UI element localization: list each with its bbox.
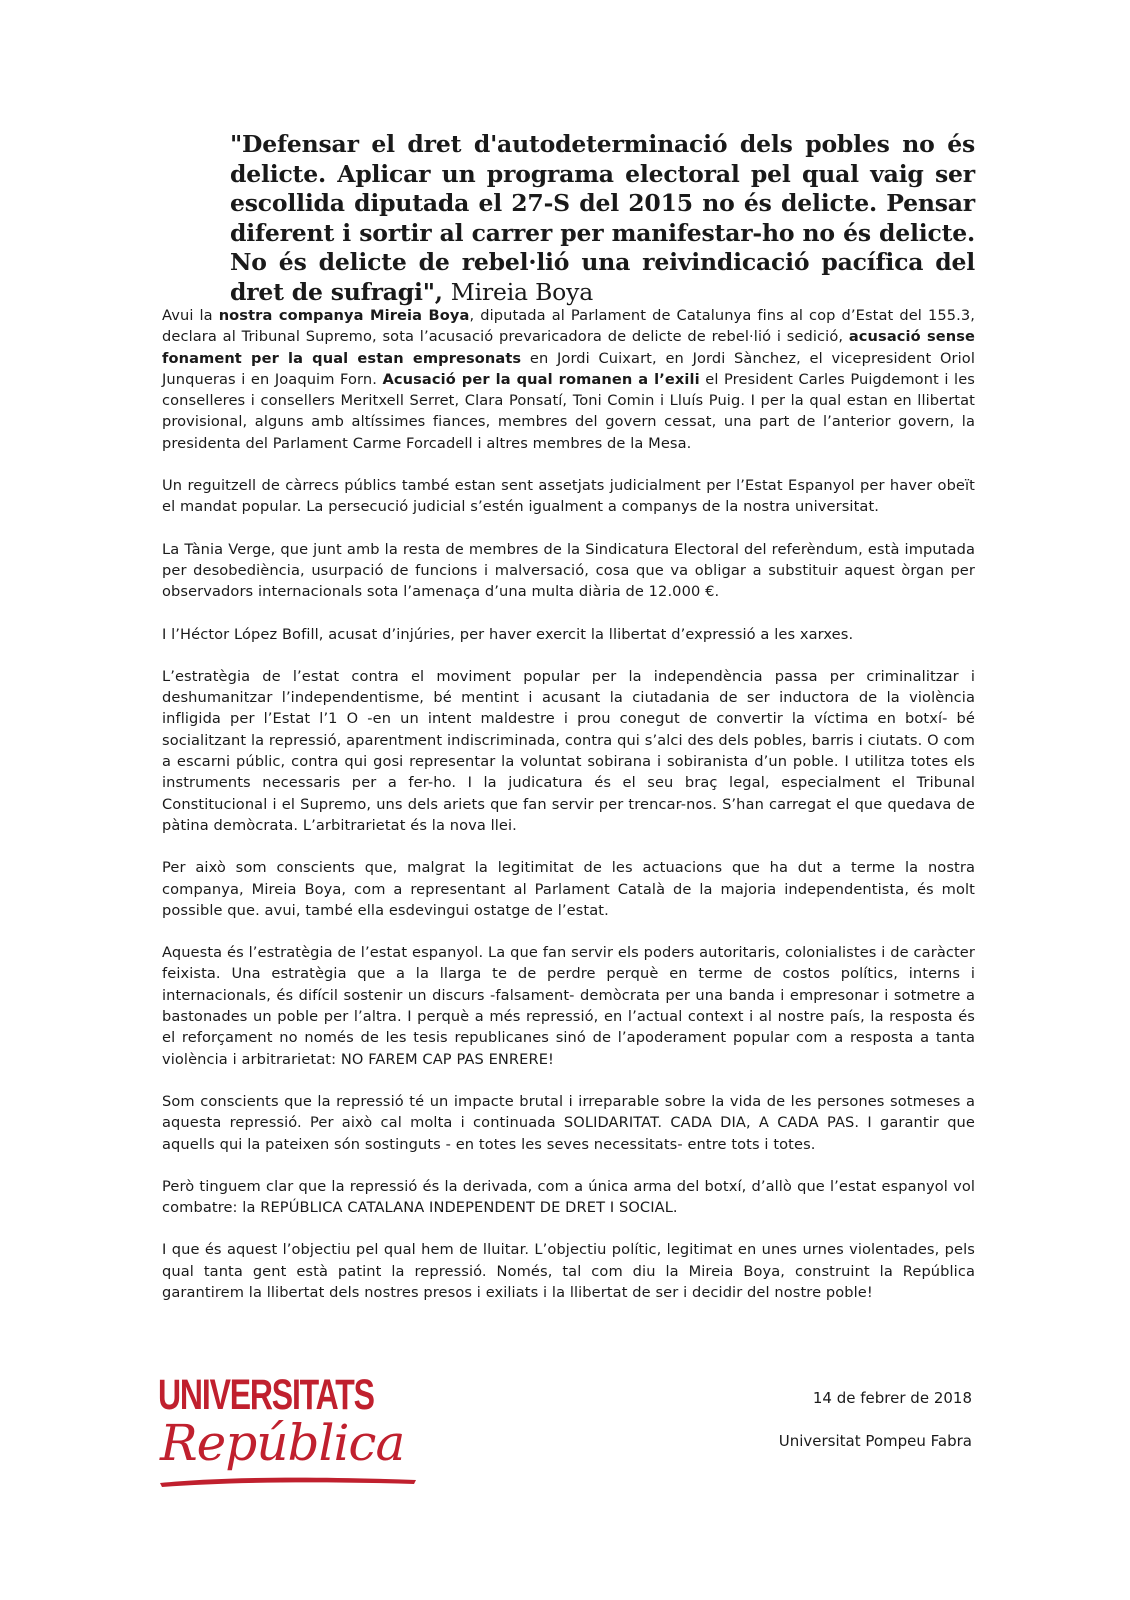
paragraph-3: La Tània Verge, que junt amb la resta de membres de la Sindicatura Electoral del referèndum, està imputada per desobediència, usurpació de funcions i malversació, cosa que va obligar a substituir aquest òrgan per observadors internacionals sota l’amenaça d’una multa diària de 12.000 €. xyxy=(162,540,975,601)
paragraph-8: Som conscients que la repressió té un impacte brutal i irreparable sobre la vida de les persones sotmeses a aquesta repressió. Per això cal molta i continuada SOLIDARITAT. CADA DIA, A CADA PAS. I garantir que aquells qui la pateixen són sostinguts - en totes les seves necessitats- entre tots i totes. xyxy=(162,1092,975,1153)
paragraph-7: Aquesta és l’estratègia de l’estat espanyol. La que fan servir els poders autoritaris, colonialistes i de caràcter feixista. Una estratègia que a la llarga te de perdre perquè en terme de costos polítics, interns i internacionals, és difícil sostenir un discurs -falsament- demòcrata per una banda i empresonar i sotmetre a bastonades un poble per l’altra. I perquè a més repressió, en l’actual context i al nostre país, la resposta és el reforçament no només de les tesis republicanes sinó de l’apoderament popular com a resposta a tanta violència i arbitrarietat: NO FAREM CAP PAS ENRERE! xyxy=(162,944,975,1068)
paragraph-1-text-a: Avui la xyxy=(162,307,219,324)
logo-line-3: República xyxy=(160,1414,405,1472)
paragraph-1-bold-a: nostra companya Mireia Boya xyxy=(218,307,470,324)
paragraph-1-text-c: en Jordi Cuixart, en Jordi Sànchez, el vicepresident Oriol Junqueras i en Joaquim Forn. xyxy=(162,349,975,388)
document-body xyxy=(162,305,975,1324)
paragraph-1-text-d: el President Carles Puigdemont i les conselleres i consellers Meritxell Serret, Clara Ponsatí, Toni Comin i Lluís Puig. I per la qual estan en llibertat provisional, alguns amb altíssimes fiances, membres del govern cessat, una part de l’anterior govern, la presidenta del Parlament Carme Forcadell i altres membres de la Mesa. xyxy=(162,370,975,452)
quote-text: "Defensar el dret d'autodeterminació dels pobles no és delicte. Aplicar un programa electoral pel qual vaig ser escollida diputada el 27-S del 2015 no és delicte. Pensar diferent i sortir al carrer per manifestar-ho no és delicte. No és delicte de rebel·lió una reivindicació pacífica del dret de sufragi", xyxy=(230,130,975,306)
signoff-place: Universitat Pompeu Fabra xyxy=(778,1432,972,1450)
paragraph-1-bold-b: acusació sense fonament per la qual estan empresonats xyxy=(162,328,976,367)
paragraph-4: I l’Héctor López Bofill, acusat d’injúries, per haver exercit la llibertat d’expressió a les xarxes. xyxy=(162,625,854,643)
logo-line-1: UNIVERSITATS xyxy=(158,1370,374,1419)
signoff-date: 14 de febrer de 2018 xyxy=(812,1389,972,1407)
paragraph-1 xyxy=(162,305,975,454)
logo-swash xyxy=(158,1474,418,1488)
universitats-per-la-republica-logo xyxy=(158,1370,418,1490)
opening-quote xyxy=(230,130,975,307)
paragraph-9: Però tinguem clar que la repressió és la derivada, com a única arma del botxí, d’allò que l’estat espanyol vol combatre: la REPÚBLICA CATALANA INDEPENDENT DE DRET I SOCIAL. xyxy=(162,1177,975,1217)
paragraph-2: Un reguitzell de càrrecs públics també estan sent assetjats judicialment per l’Estat Espanyol per haver obeït el mandat popular. La persecució judicial s’estén igualment a companys de la nostra universitat. xyxy=(162,477,975,516)
paragraph-10: I que és aquest l’objectiu pel qual hem de lluitar. L’objectiu polític, legitimat en unes urnes violentades, pels qual tanta gent està patint la repressió. Només, tal com diu la Mireia Boya, construint la República garantirem la llibertat dels nostres presos i exiliats i la llibertat de ser i decidir del nostre poble! xyxy=(162,1241,975,1301)
quote-author: Mireia Boya xyxy=(450,277,594,306)
paragraph-5: L’estratègia de l’estat contra el moviment popular per la independència passa per criminalitzar i deshumanitzar l’independentisme, bé mentint i acusant la ciutadania de ser inductora de la violència infligida per l’Estat l’1 O -en un intent maldestre i prou conegut de convertir la víctima en botxí- bé socialitzant la repressió, aparentment indiscriminada, contra qui s’alci des dels pobles, barris i ciutats. O com a escarni públic, contra qui gosi representar la voluntat sobirana i sobiranista d’un poble. I utilitza totes els instruments necessaris per a fer-ho. I la judicatura és el seu braç legal, especialment el Tribunal Constitucional i el Supremo, uns dels ariets que fan servir per trencar-nos. S’han carregat el que quedava de pàtina demòcrata. L’arbitrarietat és la nova llei. xyxy=(162,667,975,834)
paragraph-6: Per això som conscients que, malgrat la legitimitat de les actuacions que ha dut a terme la nostra companya, Mireia Boya, com a representant al Parlament Català de la majoria independentista, és molt possible que. avui, també ella esdevingui ostatge de l’estat. xyxy=(162,859,975,919)
paragraph-1-text-b: , diputada al Parlament de Catalunya fins al cop d’Estat del 155.3, declara al Tribunal Supremo, sota l’acusació prevaricadora de delicte de rebel·lió i sedició, xyxy=(162,307,975,346)
signoff xyxy=(779,1388,972,1474)
paragraph-1-bold-c: Acusació per la qual romanen a l’exili xyxy=(382,370,700,388)
